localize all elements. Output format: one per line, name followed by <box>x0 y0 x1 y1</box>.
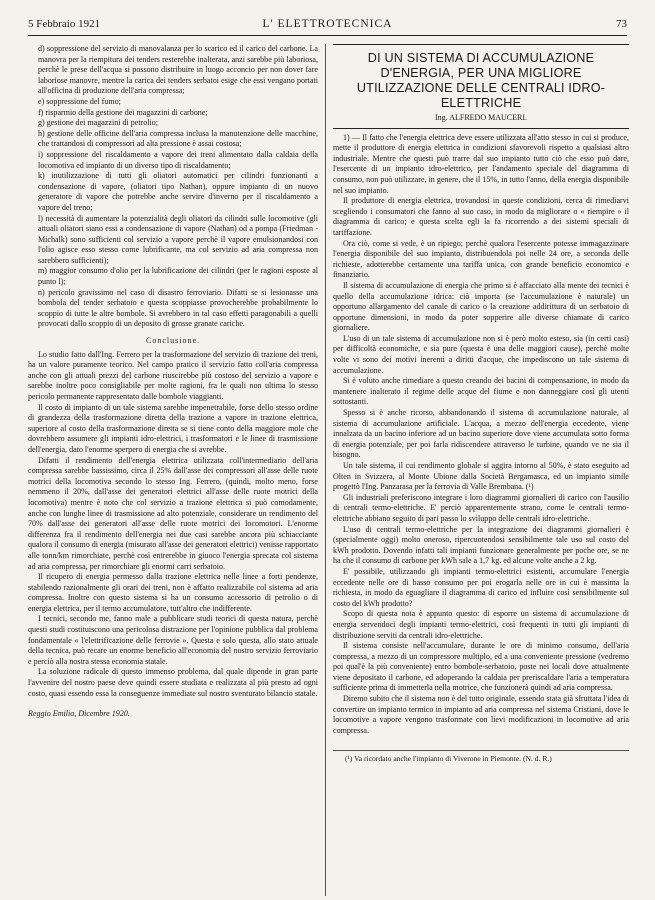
paragraph: Diremo subito che il sistema non è del tutto originale, essendo stata già sfruttata l'idea di convertire un impianto termico in impianto ad aria compressa nel sistema Cristiani, dove le locomotive a vapore vengono trasformate con lievi modificazioni in locomotive ad aria compressa. <box>333 694 629 735</box>
paragraph: Il sistema consiste nell'accumulare, durante le ore di minimo consumo, dell'aria compressa, a mezzo di un compressore multiplo, ed a una conveniente pressione (vedremo poi qual'è la più conveniente) entro bombole-serbatoio, poste nei locali dove attualmente viene depositato il carbone, ed adoperando la caldaia per preriscaldare l'aria a temperatura sufficiente prima di immetterla nella motrice, che funzionerà quindi ad aria compressa. <box>333 641 629 693</box>
list-item: l) necessità di aumentare la potenzialità degli oliatori da cilindri sulle locomotive (gli attuali oliatori siano essi a condensazione di vapore (Nathan) od a pompa (Friedman - Michalk) sono sufficienti col servizio a vapore perchè il vapore emulsionandosi con l'olio agisce esso stesso come lubrificante, ma col servizio ad aria compressa non sarebbero sufficienti); <box>38 213 318 265</box>
title-bottom-rule <box>333 128 629 129</box>
list-item: f) risparmio della gestione dei magazzini di carbone; <box>38 107 208 117</box>
paragraph: 1) — Il fatto che l'energia elettrica deve essere utilizzata all'atto stesso in cui si produce, mette il produttore di energia elettrica in condizioni sfavorevoli rispetto a qualsiasi altro industriale. Mentre che questi può trarre dal suo impianto tutto ciò che esso può dare, l'esercente di un impianto idro-elettrico, per l'andamento speciale del diagramma di consumo, non può utilizzare, in genere, che il 15%, in tutto l'anno, della energia disponibile nel suo impianto. <box>333 132 629 195</box>
paragraph: Gli industriali preferiscono integrare i loro diagrammi giornalieri di carico con l'ausilio di centrali termo-elettriche. E' perciò apparentemente strano, come le centrali termo-elettriche abbiano seguito di pari passo lo sviluppo delle centrali idro-elettriche. <box>333 492 629 523</box>
paragraph: Scopo di questa nota è appunto questo: di esporre un sistema di accumulazione di energia servendoci degli impianti termo-elettrici, così frequenti in tutti gli impianti di distribuzione serviti da centrali idro-elettriche. <box>333 609 629 640</box>
footnote-rule <box>333 750 629 751</box>
paragraph: Spesso si è anche ricorso, abbandonando il sistema di accumulazione naturale, al sistema di accumulazione artificiale. L'acqua, a mezzo dell'energia eccedente, viene innalzata da un bacino inferiore ad un bacino superiore dove viene accumulata sotto forma di energia potenziale, per poi farla ridiscendere attraverso le turbine, quando ve ne sia il bisogno. <box>333 408 629 460</box>
list-item: d) soppressione del servizio di manovalanza per lo scarico ed il carico del carbone. La manovra per la riempitura dei tenders resterebbe inalterata, anzi sarebbe più laboriosa, perchè le prese dell'acqua si possono distribuire in luogo acconcio per non dover fare laboriose manovre, mentre la carica dei tenders serbatoi esige che essi vengano portati all'officina di produzione dell'aria compressa; <box>38 44 318 96</box>
list-item: e) soppressione del fumo; <box>38 96 121 106</box>
header-date: 5 Febbraio 1921 <box>28 18 101 30</box>
list-item: n) pericolo gravissimo nel caso di disastro ferroviario. Difatti se si lesionasse una bombola del tender serbatoio e questa scoppiasse provocherebbe probabilmente lo scoppio di tutte le altre bombole. Si avrebbero in tal caso effetti paragonabili a quelli provocati dallo scoppio di un deposito di grosse granate cariche. <box>38 287 318 329</box>
right-column <box>333 44 629 894</box>
article-title: DI UN SISTEMA DI ACCUMULAZIONE D'ENERGIA, PER UNA MIGLIORE UTILIZZAZIONE DELLE CENTRALI IDRO-ELETTRICHE <box>356 51 606 110</box>
title-top-rule <box>333 44 629 45</box>
paragraph: Il ricupero di energia permesso dalla trazione elettrica nelle linee a forti pendenze, stabilendo razionalmente gli orari dei treni, non è affatto realizzabile col sistema ad aria compressa. Inoltre con questo sistema si ha un consumo accessorio di petrolio o di energia elettrica, per il termo accumulatore, tutt'altro che indifferente. <box>28 572 318 613</box>
paragraph: Lo studio fatto dall'Ing. Ferrero per la trasformazione del servizio di trazione dei treni, ha un valore puramente teorico. Nel campo pratico il servizio fatto coll'aria compressa anche con gli attuali prezzi del carbone riuscirebbe più costoso del servizio a vapore e sarebbe inoltre poco consigliabile per molte ragioni, fra le quali non ultima lo stesso pericolo permanente rappresentato dalle bombole viaggianti. <box>28 349 318 401</box>
list-item: h) gestione delle officine dell'aria compressa inclusa la manutenzione delle macchine, che trattandosi di compressori ad alta pressione è assai costosa; <box>38 128 318 149</box>
list-item: m) maggior consumo d'olio per la lubrificazione dei cilindri (per le ragioni esposte al punto l); <box>38 266 318 287</box>
paragraph: Ora ciò, come si vede, è un ripiego; perchè qualora l'esercente potesse immagazzinare l'energia disponibile del suo impianto, distribuendola poi nelle 24 ore, a seconda delle richieste, adotterebbe certamente una tariffa unica, con grande beneficio economico e finanziario. <box>333 238 629 280</box>
signature: Reggio Emilia, Dicembre 1920. <box>28 709 130 719</box>
list-item: i) soppressione del riscaldamento a vapore dei treni alimentato dalla caldaia della locomotiva ed impianto di un diverso tipo di riscaldamento; <box>38 149 318 170</box>
list-item: k) inutilizzazione di tutti gli oliatori automatici per cilindri funzionanti a condensazione di vapore, (oliatori tipo Nathan), oppure impianto di un nuovo generatore di vapore che potrebbe anche servire d'inverno per il riscaldamento a vapore del treno; <box>38 171 318 212</box>
header-rule <box>28 35 627 36</box>
paragraph: E' possibile, utilizzando gli impianti termo-elettrici esistenti, accumulare l'energia eccedente nelle ore di basso consumo per poi erogarla nelle ore in cui è massima la richiesta, in modo da eguagliare il diagramma di carico ed influire così sensibilmente sul costo del kWh prodotto? <box>333 566 629 608</box>
paragraph: I tecnici, secondo me, fanno male a pubblicare studi teorici di questa natura, perchè questi studi costituiscono una pericolosa distrazione per l'opinione pubblica dal problema fondamentale « l'elettrificazione delle ferrovie ». Questa e solo questa, allo stato attuale della tecnica, può recare un enorme beneficio all'economia del nostro servizio ferroviario e perciò alla nostra stessa economia statale. <box>28 614 318 666</box>
paragraph: L'uso di un tale sistema di accumulazione non si è però molto esteso, sia (in certi casi) per difficoltà economiche, e sia pure (questa è una delle maggiori cause), perchè molte volte vi sono dei motivi inerenti a diritti d'acque, che impediscono un tale sistema di accumulazione. <box>333 333 629 375</box>
header-journal: L' ELETTROTECNICA <box>262 18 393 30</box>
header-page-number: 73 <box>616 18 627 30</box>
running-header <box>28 18 627 34</box>
paragraph: Il sistema di accumulazione di energia che primo si è affacciato alla mente dei tecnici è quello della accumulazione idrica: ciò importa (se l'accumulazione è naturale) un opportuno allargamento del canale di carico o la creazione addirittura di un serbatoio di opportune dimensioni, in modo da poter sopperire alle diverse chiamate di carico giornaliere. <box>333 280 629 333</box>
column-divider <box>325 44 326 896</box>
section-title: Conclusione. <box>146 336 200 346</box>
paragraph: Un tale sistema, il cui rendimento globale si aggira intorno al 50%, è stato eseguito ad Olten in Svizzera, al Monte Ubione dalla Società Bergamasca, ed un impianto simile progettò l'Ing. Panzarasa per la ferrovia di Valle Brembana. (¹) <box>333 461 629 492</box>
paragraph: Si è voluto anche rimediare a questo creando dei bacini di compensazione, in modo da mantenere inalterato il regime delle acque del fiume e non danneggiare così gli utenti sottostanti. <box>333 376 629 407</box>
paragraph: Difatti il rendimento dell'energia elettrica utilizzata coll'intermediario dell'aria compressa sarebbe bassissimo, circa il 25% dall'asse dei compressori all'asse delle ruote motrici della locomotiva secondo lo stesso Ing. Ferrero, (quindi, molto meno, forse nemmeno il 20%, dall'asse dei generatori elettrici all'asse delle ruote motrici della locomotiva) mentre è noto che col servizio a trazione elettrica si può comodamente, anche con lunghe linee di trasmissione ad alto potenziale, considerare un rendimento del 70% dall'asse dei generatori all'asse delle ruote motrici dei locomotori. L'enorme differenza fra il rendimento dell'energia nei due casi sarebbe ancora più schiacciante qualora il consumo di energia (misurato all'asse dei generatori elettrici) venisse rapportato alle tonn/km rimorchiate, perchè così entrerebbe in giuoco l'energia sprecata col sistema ad aria compressa, per rimorchiare gli enormi carri serbatoio. <box>28 455 318 571</box>
footnote: (¹) Va ricordato anche l'impianto di Viverone in Piemonte. (N. d. R.) <box>345 754 552 764</box>
paragraph: Il costo di impianto di un tale sistema sarebbe impenetrabile, forse dello stesso ordine di grandezza della trasformazione diretta della trazione a vapore in trazione elettrica, superiore al costo della trasformazione diretta se si tiene conto della maggiore mole che dovrebbero assumere gli impianti idro-elettrici, i trasformatori e le linee di trasmissione dell'energia, dato l'enorme sperpero di energia che si avrebbe. <box>28 402 318 454</box>
paragraph: La soluzione radicale di questo immenso problema, dal quale dipende in gran parte l'avvenire del nostro paese deve quindi essere studiata e realizzata al più presto ad ogni costo, quasi essendo essa la conseguenze immediate sul nostro sventurato bilancio statale. <box>28 667 318 698</box>
paragraph: Il produttore di energia elettrica, trovandosi in queste condizioni, cerca di rimediarvi scegliendo i consumatori che fanno al suo caso, in modo da migliorare o « riempire » il diagramma di carico; e questa scelta egli la fa ricorrendo a dei sistemi speciali di tariffazione. <box>333 196 629 237</box>
left-column <box>28 44 318 894</box>
paragraph: L'uso di centrali termo-elettriche per la integrazione dei diagrammi giornalieri è (specialmente oggi) molto oneroso, ripercuotendosi sensibilmente tale uso sul costo del kWh prodotto. Dovendo infatti tali impianti funzionare generalmente per poche ore, se ne ha che il consumo di carbone per kWh sale a 1,7 kg. ed alcune volte anche a 2 kg. <box>333 524 629 566</box>
article-author: Ing. ALFREDO MAUCERI. <box>434 113 527 122</box>
list-item: g) gestione dei magazzini di petrolio; <box>38 118 158 128</box>
